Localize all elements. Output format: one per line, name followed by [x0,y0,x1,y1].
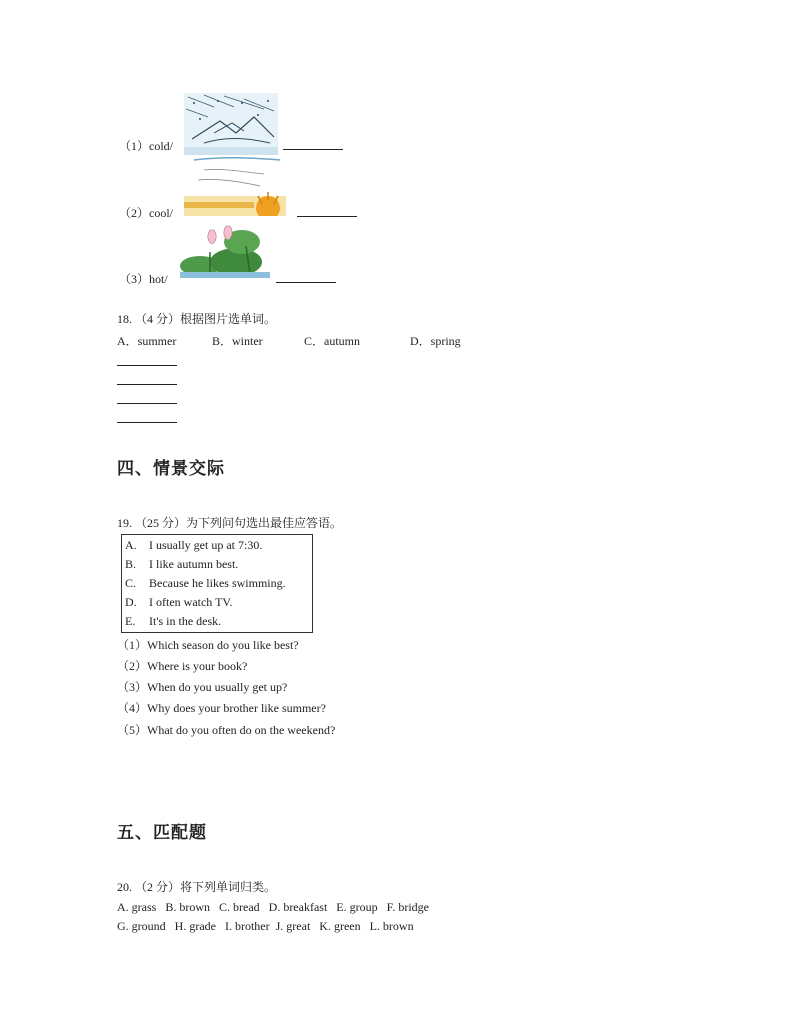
q17-blank-1[interactable] [283,149,343,150]
q18-option-b: B．winter [212,334,263,348]
section-5-heading: 五、匹配题 [117,823,207,843]
q19-answer-a [125,538,262,553]
summer-lotus-picture [180,222,270,278]
q17-item-3 [119,270,168,287]
q20-words-line-1: A. grass B. brown C. bread D. breakfast E. group F. bridge [117,900,429,914]
q19-question-1: （1）Which season do you like best? [117,638,299,652]
q19-question-2: （2）Where is your book? [117,659,248,673]
q17-blank-3[interactable] [276,282,336,283]
q19-answer-a-key: A. [125,538,137,552]
q19-answer-b-text: I like autumn best. [149,557,239,571]
q17-item-1 [119,137,173,154]
q18-blank-1[interactable] [117,365,177,366]
q18-blank-3[interactable] [117,403,177,404]
q20-words-line-2: G. ground H. grade I. brother J. great K. green L. brown [117,919,414,933]
q17-item-1-label: （1）cold/ [119,139,173,153]
q19-answer-e-key: E. [125,614,136,628]
q20-title: 20. （2 分）将下列单词归类。 [117,880,277,894]
q19-answer-d-key: D. [125,595,137,609]
autumn-scene-picture [184,156,286,216]
q19-answer-e [125,614,221,629]
q18-option-c: C．autumn [304,334,360,348]
q19-answer-c [125,576,286,591]
q19-title: 19. （25 分）为下列问句选出最佳应答语。 [117,516,343,530]
q19-answer-a-text: I usually get up at 7:30. [149,538,263,552]
q17-item-2-label: （2）cool/ [119,206,173,220]
q19-answer-c-key: C. [125,576,137,590]
q19-question-5: （5）What do you often do on the weekend? [117,723,336,737]
q19-answer-d-text: I often watch TV. [149,595,233,609]
q17-blank-2[interactable] [297,216,357,217]
q19-answer-c-text: Because he likes swimming. [149,576,286,590]
q18-blank-4[interactable] [117,422,177,423]
winter-scene-picture [184,93,278,155]
q17-item-2 [119,204,173,221]
q19-answer-b [125,557,238,572]
q19-answer-b-key: B. [125,557,137,571]
q19-question-4: （4）Why does your brother like summer? [117,701,326,715]
q19-answer-box [121,534,313,633]
q18-blank-2[interactable] [117,384,177,385]
q18-title: 18. （4 分）根据图片选单词。 [117,312,277,326]
q17-item-3-label: （3）hot/ [119,272,168,286]
q18-option-a: A．summer [117,334,177,348]
q19-question-3: （3）When do you usually get up? [117,680,288,694]
section-4-heading: 四、情景交际 [117,459,225,479]
q18-option-d: D．spring [410,334,461,348]
q19-answer-e-text: It's in the desk. [149,614,222,628]
q19-answer-d [125,595,233,610]
